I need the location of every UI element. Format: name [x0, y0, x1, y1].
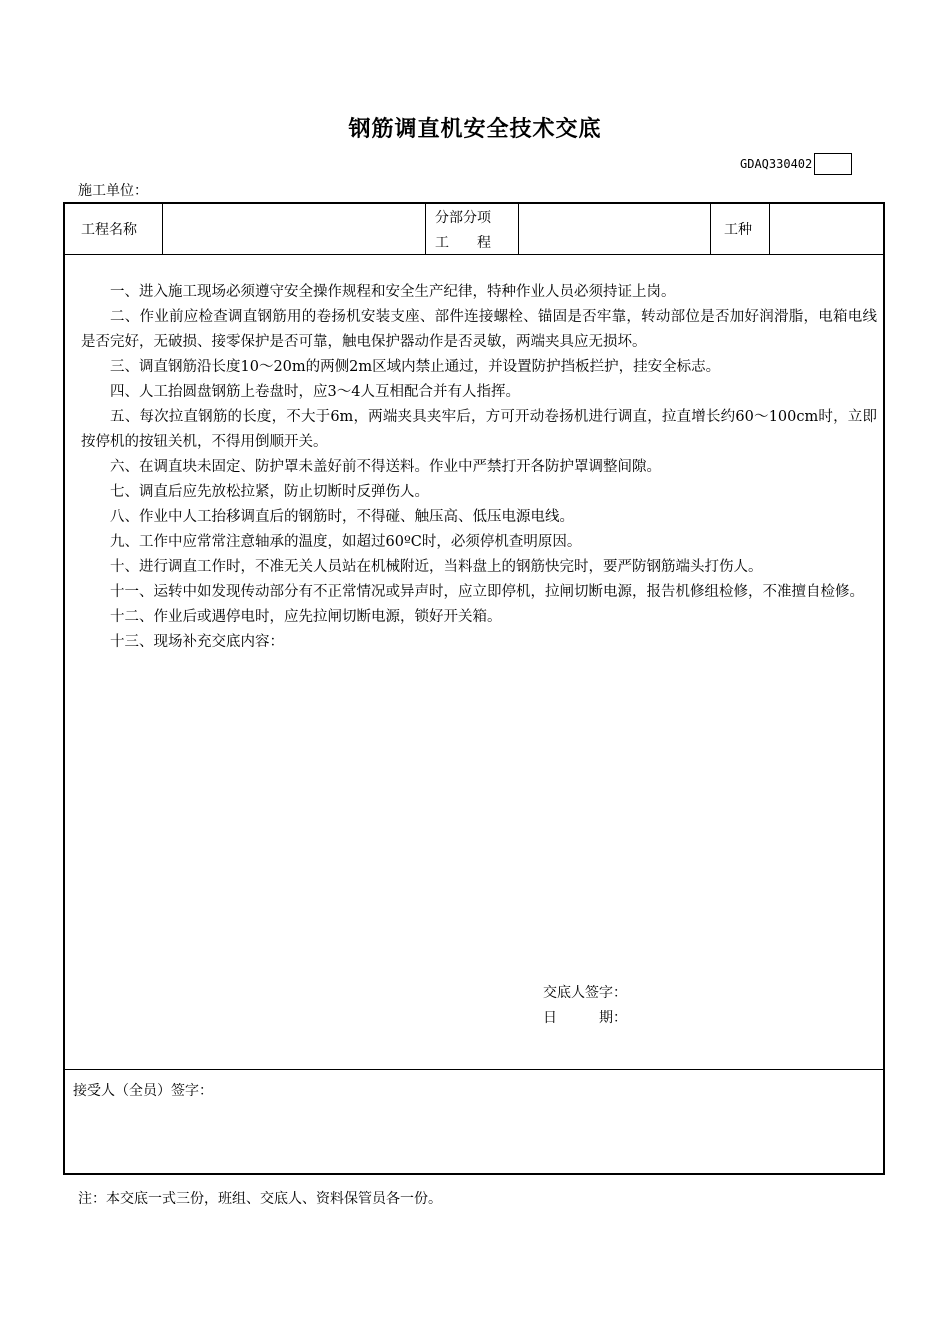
disclosure-form — [63, 202, 885, 1175]
list-item: 十、进行调直工作时，不准无关人员站在机械附近，当料盘上的钢筋快完时，要严防钢筋端头打伤人。 — [110, 559, 763, 575]
list-item: 五、每次拉直钢筋的长度，不大于6m，两端夹具夹牢后，方可开动卷扬机进行调直，拉直增长约60～100cm时，立即按停机的按钮关机，不得用倒顺开关。 — [81, 409, 877, 450]
list-item: 九、工作中应常常注意轴承的温度，如超过60ºC时，必须停机查明原因。 — [110, 534, 582, 550]
signer-label: 交底人签字： — [543, 985, 627, 1001]
list-item: 一、进入施工现场必须遵守安全操作规程和安全生产纪律，特种作业人员必须持证上岗。 — [110, 284, 676, 300]
project-name-field[interactable] — [163, 205, 425, 253]
trade-field[interactable] — [770, 205, 883, 253]
divider — [710, 204, 711, 254]
list-item: 二、作业前应检查调直钢筋用的卷扬机安装支座、部件连接螺栓、锚固是否牢靠，转动部位是否加好润滑脂，电箱电线是否完好，无破损、接零保护是否可靠，触电保护器动作是否灵敏，两端夹具应无损坏。 — [81, 309, 877, 350]
document-title: 钢筋调直机安全技术交底 — [348, 116, 602, 142]
document-code-text: GDAQ330402 — [740, 157, 813, 171]
document-code-box[interactable] — [814, 153, 852, 175]
list-item: 八、作业中人工抬移调直后的钢筋时，不得碰、触压高、低压电源电线。 — [110, 509, 574, 525]
divider — [425, 204, 426, 254]
document-code — [740, 153, 852, 175]
divider — [65, 1069, 883, 1070]
receiver-signature-label: 接受人（全员）签字： — [73, 1083, 213, 1099]
construction-unit-label: 施工单位： — [78, 183, 148, 199]
disclosure-content — [81, 280, 877, 655]
project-name-label: 工程名称 — [81, 222, 137, 238]
list-item: 四、人工抬圆盘钢筋上卷盘时，应3～4人互相配合并有人指挥。 — [110, 384, 520, 400]
footer-note: 注：本交底一式三份，班组、交底人、资料保管员各一份。 — [78, 1191, 442, 1207]
sub-project-label-line1: 分部分项 — [435, 210, 491, 226]
list-item: 六、在调直块未固定、防护罩未盖好前不得送料。作业中严禁打开各防护罩调整间隙。 — [110, 459, 661, 475]
list-item: 三、调直钢筋沿长度10～20m的两侧2m区域内禁止通过，并设置防护挡板拦护，挂安全标志。 — [110, 359, 721, 375]
list-item: 十三、现场补充交底内容： — [110, 634, 284, 650]
sub-project-field[interactable] — [519, 205, 709, 253]
list-item: 七、调直后应先放松拉紧，防止切断时反弹伤人。 — [110, 484, 429, 500]
list-item: 十一、运转中如发现传动部分有不正常情况或异声时，应立即停机，拉闸切断电源，报告机修组检修，不准擅自检修。 — [110, 584, 864, 600]
list-item: 十二、作业后或遇停电时，应先拉闸切断电源，锁好开关箱。 — [110, 609, 502, 625]
date-label: 日 期： — [543, 1010, 627, 1026]
trade-label: 工种 — [724, 222, 752, 238]
receiver-signature-area[interactable] — [73, 1104, 873, 1169]
sub-project-label-line2: 工 程 — [435, 235, 491, 251]
divider — [65, 254, 883, 255]
